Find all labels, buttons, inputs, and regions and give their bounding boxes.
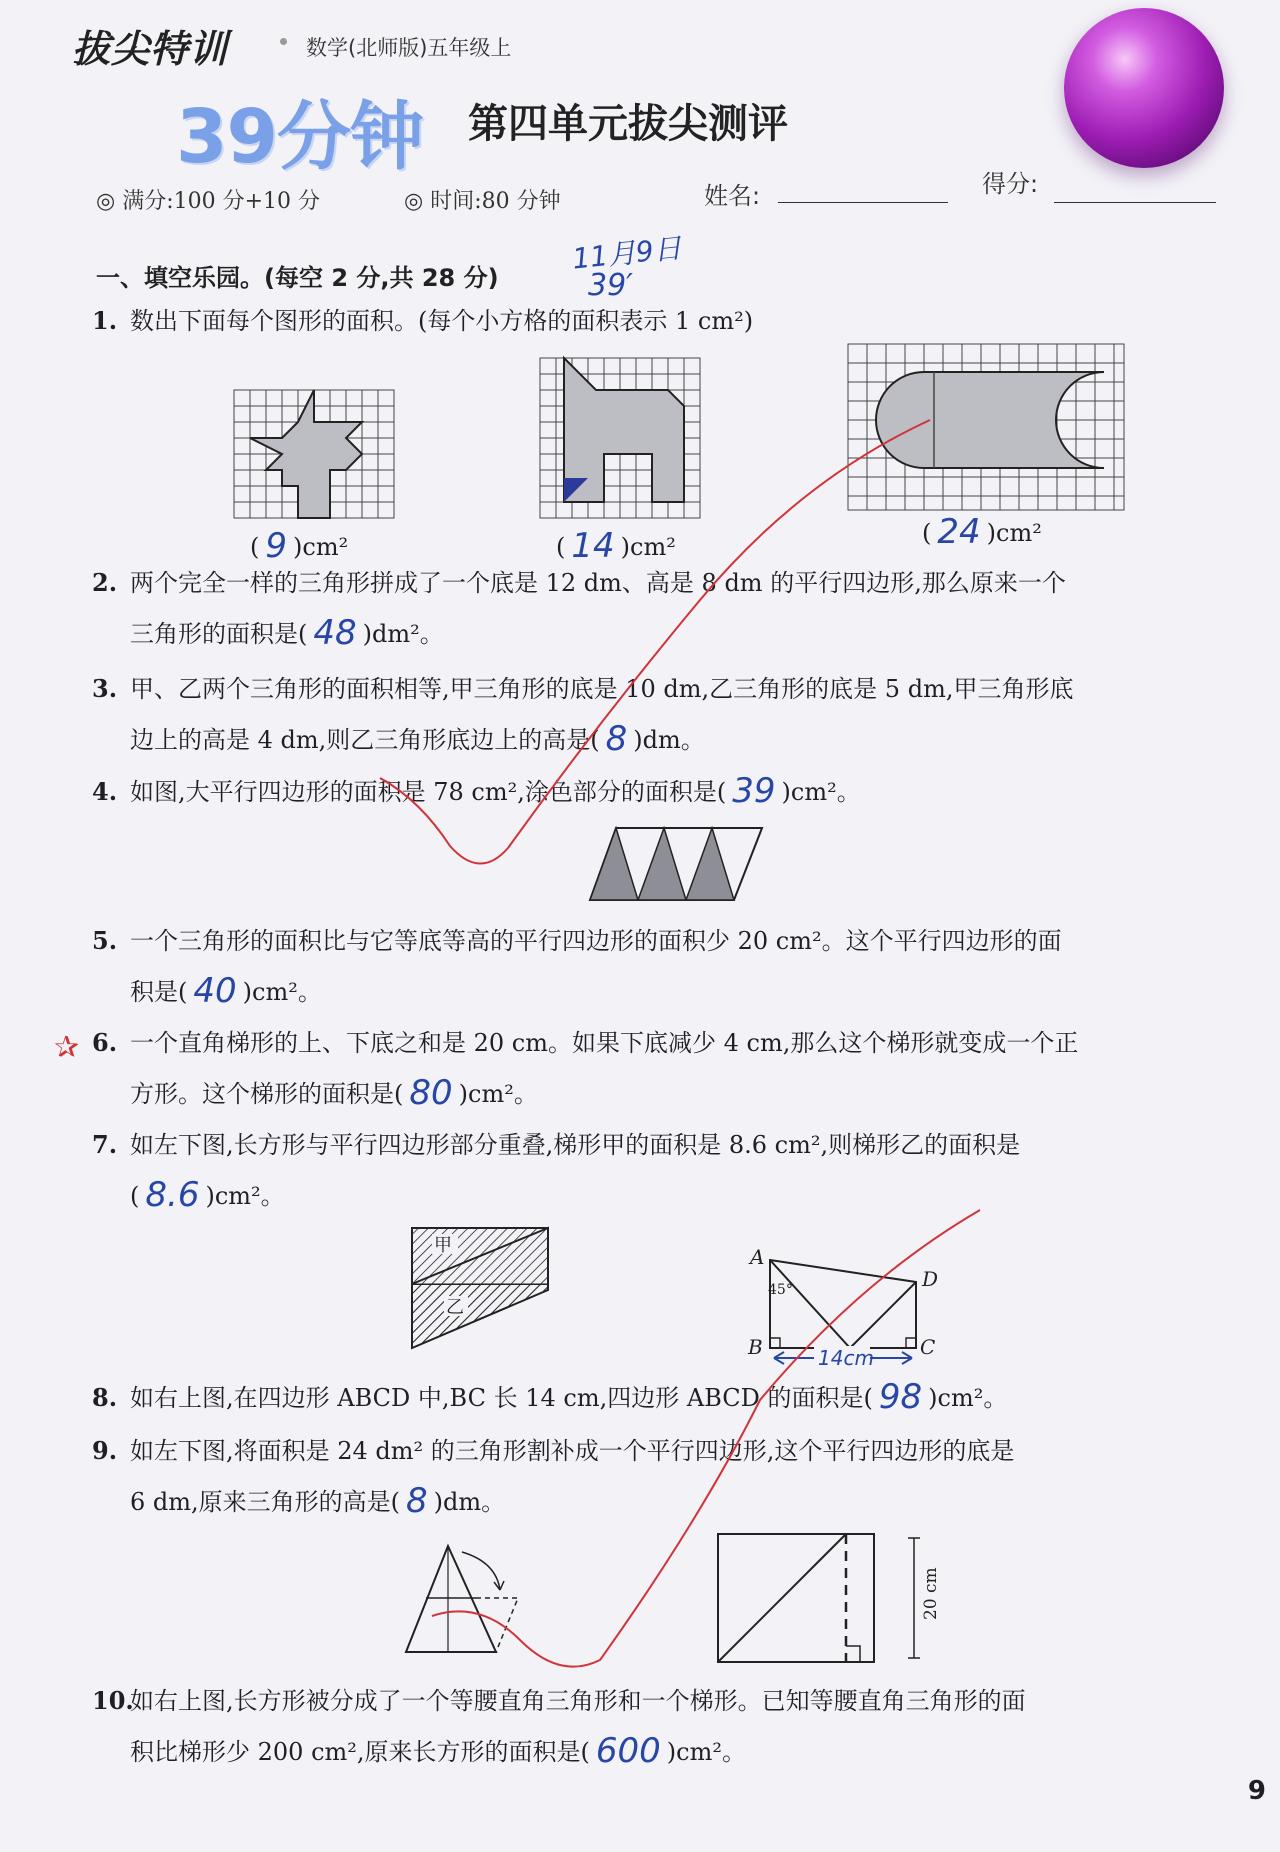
question-10 xyxy=(92,1676,1222,1777)
purple-gem-object xyxy=(1064,8,1224,168)
score-line xyxy=(1054,202,1216,203)
paren-open: ( xyxy=(556,533,566,561)
name-line xyxy=(778,202,948,203)
question-8 xyxy=(92,1372,1222,1423)
question-number: 7. xyxy=(92,1130,118,1159)
question-text: 方形。这个梯形的面积是( xyxy=(130,1080,404,1108)
question-text: 如图,大平行四边形的面积是 78 cm²,涂色部分的面积是( xyxy=(130,778,727,806)
handwritten-score: 39′ xyxy=(588,268,633,303)
paren-close: ) xyxy=(620,533,631,561)
parallelogram-figure xyxy=(588,826,764,902)
time-title: 39分钟 xyxy=(176,94,423,180)
question-text: 积是( xyxy=(130,978,188,1006)
paren-open: ( xyxy=(250,533,260,561)
question-text: )dm。 xyxy=(433,1488,506,1516)
answer-handwriting: 8 xyxy=(406,1481,428,1521)
answer-handwriting: 24 xyxy=(937,512,981,552)
question-text: 两个完全一样的三角形拼成了一个底是 12 dm、高是 8 dm 的平行四边形,那么原来一个 xyxy=(130,569,1066,597)
question-text: 一个直角梯形的上、下底之和是 20 cm。如果下底减少 4 cm,那么这个梯形就变成一个正 xyxy=(130,1029,1079,1057)
question-6 xyxy=(92,1018,1222,1119)
question-text: 积比梯形少 200 cm²,原来长方形的面积是( xyxy=(130,1738,590,1766)
answer-handwriting: 9 xyxy=(265,526,288,566)
question-text: 甲、乙两个三角形的面积相等,甲三角形的底是 10 dm,乙三角形的底是 5 dm,甲三角形底 xyxy=(130,675,1074,703)
question-text: )dm²。 xyxy=(362,620,444,648)
question-4 xyxy=(92,766,1222,817)
question-text: 如右上图,在四边形 ABCD 中,BC 长 14 cm,四边形 ABCD 的面积是( xyxy=(130,1384,873,1412)
question-2 xyxy=(92,558,1222,659)
grid-figure-a xyxy=(230,386,400,524)
question-number: 8. xyxy=(92,1383,118,1412)
label-yi: 乙 xyxy=(446,1297,464,1318)
brand-logo: 拔尖特训 xyxy=(72,27,229,71)
page-number: 9 xyxy=(1247,1776,1266,1806)
star-mark-icon: ✰ xyxy=(54,1030,80,1065)
answer-handwriting: 600 xyxy=(595,1731,661,1771)
grid-figure-c xyxy=(846,342,1128,514)
question-number: 5. xyxy=(92,926,118,955)
label-D: D xyxy=(922,1267,939,1291)
question-text: 三角形的面积是( xyxy=(130,620,308,648)
overlap-figure xyxy=(410,1226,552,1350)
paren-close: ) xyxy=(986,519,997,547)
unit: cm² xyxy=(302,533,349,561)
label-jia: 甲 xyxy=(434,1235,452,1256)
answer-handwriting: 40 xyxy=(193,971,237,1011)
question-text: )dm。 xyxy=(633,726,705,754)
answer-handwriting: 80 xyxy=(409,1073,453,1113)
question-number: 9. xyxy=(92,1436,118,1465)
label-angle: 45° xyxy=(768,1282,793,1298)
question-1 xyxy=(92,296,1222,346)
question-7 xyxy=(92,1120,1222,1221)
label-height: 20 cm xyxy=(921,1567,941,1620)
full-score: ◎ 满分:100 分+10 分 xyxy=(96,189,321,214)
answer-handwriting: 48 xyxy=(313,613,357,653)
question-number: 6. xyxy=(92,1028,118,1057)
separator-dot xyxy=(280,38,287,45)
answer-handwriting: 98 xyxy=(878,1377,923,1417)
name-label: 姓名: xyxy=(704,182,761,210)
triangle-cut-figure xyxy=(404,1540,532,1656)
section-title: 一、填空乐园。(每空 2 分,共 28 分) xyxy=(96,264,499,292)
question-text: 如右上图,长方形被分成了一个等腰直角三角形和一个梯形。已知等腰直角三角形的面 xyxy=(130,1687,1026,1715)
question-number: 1. xyxy=(92,306,118,335)
unit: cm² xyxy=(630,533,676,561)
question-text: 数出下面每个图形的面积。(每个小方格的面积表示 1 cm²) xyxy=(130,307,754,335)
unit: cm² xyxy=(996,519,1042,547)
question-text: 6 dm,原来三角形的高是( xyxy=(130,1488,401,1516)
label-bc-length: 14cm xyxy=(818,1346,874,1370)
question-number: 10. xyxy=(92,1686,134,1715)
label-A: A xyxy=(750,1245,765,1269)
answer-handwriting: 8 xyxy=(605,719,628,759)
label-B: B xyxy=(748,1335,763,1359)
answer-handwriting: 14 xyxy=(571,526,615,566)
question-text: )cm²。 xyxy=(928,1384,1008,1412)
question-text: 如左下图,长方形与平行四边形部分重叠,梯形甲的面积是 8.6 cm²,则梯形乙的面积是 xyxy=(130,1131,1021,1159)
question-text: )cm²。 xyxy=(666,1738,746,1766)
question-text: 边上的高是 4 dm,则乙三角形底边上的高是( xyxy=(130,726,600,754)
subject-label: 数学(北师版)五年级上 xyxy=(306,36,512,60)
duration: ◎ 时间:80 分钟 xyxy=(404,189,561,214)
q1-answer-c xyxy=(922,512,1042,552)
question-text: )cm²。 xyxy=(242,978,322,1006)
question-9 xyxy=(92,1426,1222,1527)
rectangle-split-figure xyxy=(714,1530,941,1668)
answer-handwriting: 8.6 xyxy=(145,1175,200,1215)
question-3 xyxy=(92,664,1222,765)
score-label: 得分: xyxy=(982,170,1039,198)
question-text: ( xyxy=(130,1182,140,1210)
question-5 xyxy=(92,916,1222,1017)
question-text: )cm²。 xyxy=(781,778,861,806)
question-number: 3. xyxy=(92,674,118,703)
handwritten-date: 11月9日 xyxy=(570,231,684,276)
question-text: )cm²。 xyxy=(205,1182,285,1210)
grid-figure-b xyxy=(536,354,704,524)
question-text: 如左下图,将面积是 24 dm² 的三角形割补成一个平行四边形,这个平行四边形的底是 xyxy=(130,1437,1015,1465)
label-C: C xyxy=(920,1335,936,1359)
paren-close: ) xyxy=(293,533,303,561)
quadrilateral-figure xyxy=(744,1244,944,1368)
question-text: )cm²。 xyxy=(458,1080,538,1108)
question-text: 一个三角形的面积比与它等底等高的平行四边形的面积少 20 cm²。这个平行四边形的面 xyxy=(130,927,1062,955)
question-number: 2. xyxy=(92,568,118,597)
answer-handwriting: 39 xyxy=(732,771,776,811)
question-number: 4. xyxy=(92,777,118,806)
unit-title: 第四单元拔尖测评 xyxy=(468,100,788,147)
paren-open: ( xyxy=(922,519,932,547)
